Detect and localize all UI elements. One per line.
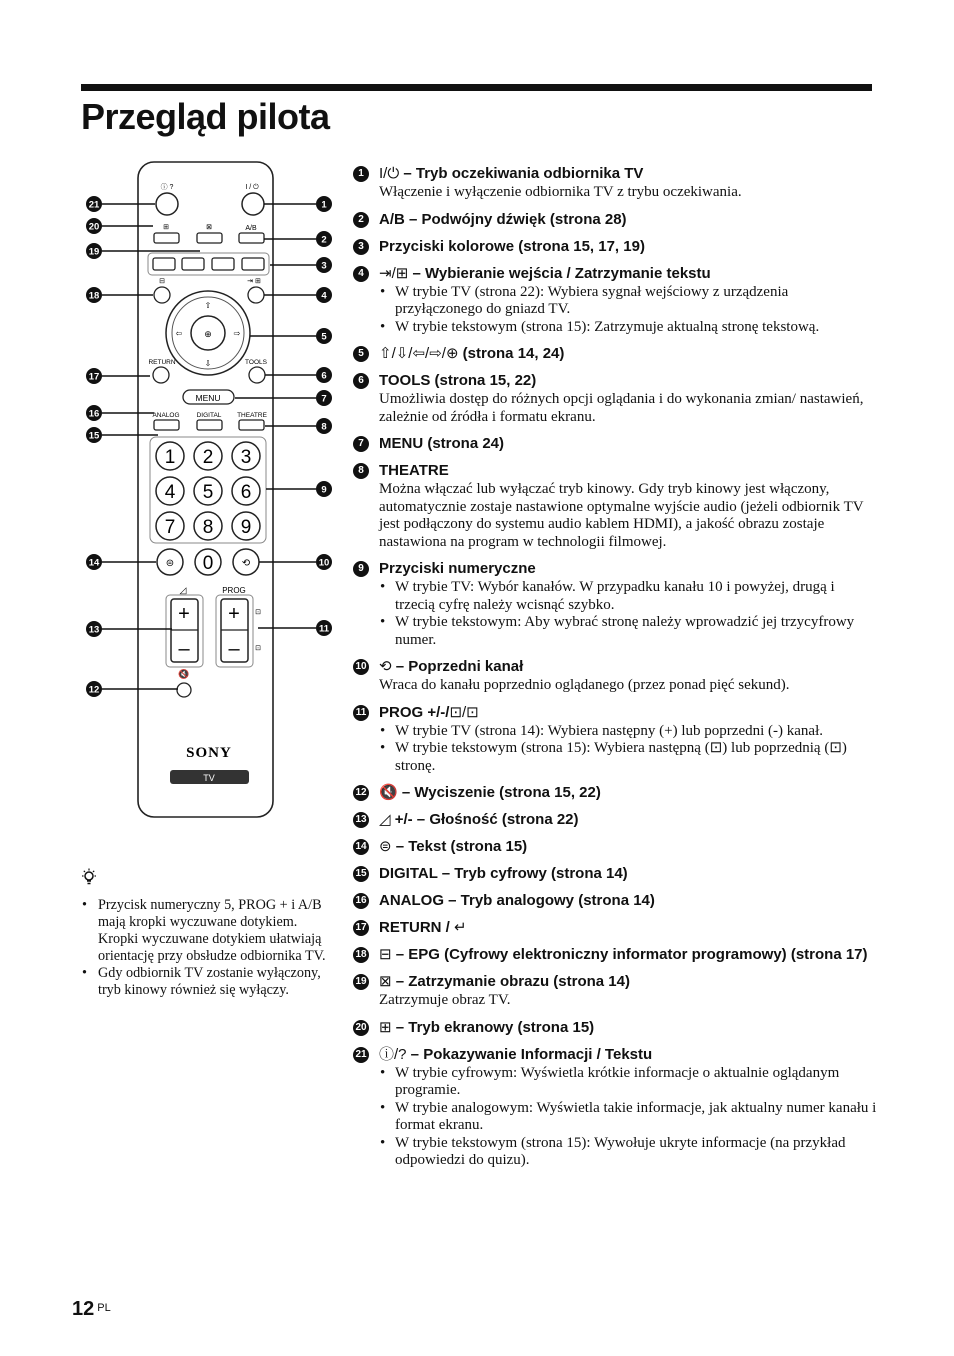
page-up-icon: ⊡ <box>255 609 261 616</box>
volume-minus: – <box>178 638 190 660</box>
tools-label: TOOLS <box>245 359 267 366</box>
item-number-badge: 21 <box>353 1047 369 1063</box>
info-button <box>156 193 178 215</box>
item-heading-text: RETURN / <box>379 919 454 936</box>
item-bullet: • W trybie TV (strona 22): Wybiera sygnał wejściowy z urządzenia przyłączonego do gniazd TV. <box>395 284 878 319</box>
analog-label: ANALOG <box>152 412 180 419</box>
item-19 <box>353 972 878 1010</box>
screen-mode-icon: ⊞ <box>163 224 169 231</box>
callout-5-label: 5 <box>321 331 327 343</box>
item-13 <box>353 810 878 829</box>
jump-icon: ⟲ <box>241 558 251 569</box>
freeze-icon: ⊠ <box>206 224 212 231</box>
item-heading <box>379 461 878 480</box>
item-heading <box>379 1018 878 1037</box>
right-arrow-icon: ⇨ <box>233 329 241 338</box>
menu-label: MENU <box>195 393 221 403</box>
item-number-badge: 19 <box>353 974 369 990</box>
item-description: Włączenie i wyłączenie odbiornika TV z trybu oczekiwania. <box>379 184 742 200</box>
remote-svg <box>0 0 360 830</box>
info-icon: ⓘ ? <box>160 184 174 191</box>
mute-button <box>177 683 191 697</box>
callout-10-label: 10 <box>318 557 330 569</box>
callout-21-label: 21 <box>88 199 100 211</box>
item-bullet: • W trybie tekstowym (strona 15): Zatrzymuje aktualną stronę tekstową. <box>395 319 878 337</box>
item-heading-text: – EPG (Cyfrowy elektroniczny informator programowy) (strona 17) <box>391 946 868 963</box>
item-number-badge: 13 <box>353 812 369 828</box>
up-arrow-icon: ⇧ <box>204 301 212 310</box>
item-heading <box>379 1045 878 1064</box>
page-down-icon: ⊡ <box>255 645 261 652</box>
item-description: Wraca do kanału poprzednio oglądanego (przez ponad pięć sekund). <box>379 677 790 693</box>
page-title: Przegląd pilota <box>81 96 330 137</box>
item-bullets <box>379 284 878 337</box>
button-symbol-icon: ◿ <box>379 811 391 828</box>
item-heading-text: +/- – Głośność (strona 22) <box>390 811 579 828</box>
item-9 <box>353 559 878 649</box>
item-number-badge: 12 <box>353 785 369 801</box>
callout-20-label: 20 <box>88 221 100 233</box>
callout-17-label: 17 <box>88 371 100 383</box>
ab-button <box>239 233 264 243</box>
power-button <box>242 193 264 215</box>
item-bullet: • W trybie tekstowym (strona 15): Wybiera następną (⊡) lub poprzednią (⊡) stronę. <box>395 740 878 775</box>
item-number-badge: 4 <box>353 266 369 282</box>
item-4 <box>353 264 878 337</box>
prog-label: PROG <box>222 586 246 595</box>
item-bullet: • W trybie analogowym: Wyświetla takie informacje, jak aktualny numer kanału i format ekranu. <box>395 1100 878 1135</box>
item-number-badge: 5 <box>353 346 369 362</box>
item-heading-text: THEATRE <box>379 462 449 479</box>
callout-7-label: 7 <box>321 393 327 405</box>
digit-1-label: 1 <box>164 447 176 468</box>
item-heading-text: A/B – Podwójny dźwięk (strona 28) <box>379 210 627 228</box>
mute-icon: 🔇 <box>178 669 190 679</box>
item-bullet: • W trybie TV (strona 14): Wybiera następny (+) lub poprzedni (-) kanał. <box>395 723 878 741</box>
green-button <box>182 258 204 270</box>
item-8 <box>353 461 878 551</box>
item-heading-text: MENU (strona 24) <box>379 435 505 452</box>
freeze-button <box>197 233 222 243</box>
item-heading-text: Przyciski numeryczne <box>379 560 536 577</box>
item-number-badge: 1 <box>353 166 369 182</box>
theatre-button <box>239 420 264 430</box>
callout-9-label: 9 <box>321 484 327 496</box>
item-heading-text: – Poprzedni kanał <box>391 658 524 675</box>
digit-2-label: 2 <box>202 447 214 468</box>
item-heading-text: Przyciski kolorowe (strona 15, 17, 19) <box>379 237 645 255</box>
power-label: I / ⏻ <box>245 184 259 191</box>
item-description: Można włączać lub wyłączać tryb kinowy. Gdy tryb kinowy jest włączony, automatycznie zostaje nastawione optymalne wyjście audio (jeżeli odbiornik TV jest podłączony do systemu audio kablem HDMI), a jakość obrazu zostaje nastawiona na program w technologii filmowej. <box>379 481 864 550</box>
item-3 <box>353 237 878 256</box>
item-heading-text: – Pokazywanie Informacji / Tekstu <box>406 1045 653 1063</box>
red-button <box>153 258 175 270</box>
digit-4-label: 4 <box>164 482 176 503</box>
item-heading <box>379 972 878 991</box>
item-heading <box>379 210 878 229</box>
item-1 <box>353 164 878 202</box>
item-heading-text: – Wybieranie wejścia / Zatrzymanie tekstu <box>408 264 711 282</box>
button-symbol-icon: I/⏻ <box>379 165 400 182</box>
tip-box <box>80 868 336 999</box>
item-number-badge: 6 <box>353 373 369 389</box>
callout-8-label: 8 <box>321 421 327 433</box>
item-12 <box>353 783 878 802</box>
callout-11-label: 11 <box>318 623 330 635</box>
button-symbol-icon: ↵ <box>454 919 467 936</box>
item-number-badge: 3 <box>353 239 369 255</box>
item-heading-text: PROG +/-/ <box>379 703 450 721</box>
return-label: RETURN <box>148 359 176 366</box>
item-20 <box>353 1018 878 1037</box>
item-heading <box>379 864 878 883</box>
input-button <box>248 287 264 303</box>
item-bullets <box>379 1065 878 1170</box>
item-10 <box>353 657 878 695</box>
callout-6-label: 6 <box>321 370 327 382</box>
item-18 <box>353 945 878 964</box>
tip-list <box>80 897 336 999</box>
callout-14-label: 14 <box>88 557 100 569</box>
button-symbol-icon: 🔇 <box>379 784 398 801</box>
item-2 <box>353 210 878 229</box>
item-number-badge: 17 <box>353 920 369 936</box>
analog-button <box>154 420 179 430</box>
item-heading <box>379 657 878 676</box>
numpad <box>156 442 260 540</box>
page-number-value: 12 <box>72 1298 95 1320</box>
digit-3-label: 3 <box>240 447 252 468</box>
callout-18-label: 18 <box>88 290 100 302</box>
item-description: Zatrzymuje obraz TV. <box>379 992 511 1008</box>
digit-0-label: 0 <box>202 553 214 574</box>
button-symbol-icon: ⊟ <box>379 946 392 963</box>
item-number-badge: 11 <box>353 705 369 721</box>
callout-12-label: 12 <box>88 684 100 696</box>
item-heading-text: DIGITAL – Tryb cyfrowy (strona 14) <box>379 865 628 882</box>
digit-6-label: 6 <box>240 482 252 503</box>
digit-5-label: 5 <box>202 482 214 503</box>
item-heading <box>379 837 878 856</box>
volume-plus: + <box>178 603 190 625</box>
ok-icon: ⊕ <box>204 329 212 339</box>
button-symbol-icon: ⇧/⇩/⇦/⇨/⊕ <box>379 345 459 362</box>
button-symbol-icon: ⊡/⊡ <box>449 703 479 721</box>
item-heading <box>379 703 878 722</box>
item-bullets <box>379 579 878 649</box>
remote-illustration <box>0 0 360 830</box>
item-heading <box>379 371 878 390</box>
text-icon: ⊜ <box>165 558 175 569</box>
item-heading <box>379 918 878 937</box>
item-17 <box>353 918 878 937</box>
callout-4-label: 4 <box>321 290 327 302</box>
item-bullet: • W trybie tekstowym: Aby wybrać stronę należy wprowadzić jej trzycyfrowy numer. <box>395 614 878 649</box>
epg-icon: ⊟ <box>159 278 165 285</box>
brand-logo: SONY <box>186 745 232 761</box>
item-heading-text: – Tekst (strona 15) <box>391 838 528 855</box>
item-heading <box>379 810 878 829</box>
item-11 <box>353 703 878 776</box>
item-heading-text: – Zatrzymanie obrazu (strona 14) <box>391 973 630 990</box>
input-icon: ⇥ ⊞ <box>247 278 261 285</box>
item-bullets <box>379 723 878 776</box>
item-heading-text: ANALOG – Tryb analogowy (strona 14) <box>379 892 655 909</box>
item-15 <box>353 864 878 883</box>
page-language: PL <box>97 1302 111 1314</box>
item-bullet: • W trybie cyfrowym: Wyświetla krótkie informacje o aktualnie oglądanym programie. <box>395 1065 878 1100</box>
theatre-label: THEATRE <box>237 412 267 419</box>
callout-1-label: 1 <box>321 199 327 211</box>
callout-16-label: 16 <box>88 408 100 420</box>
item-heading-text: (strona 14, 24) <box>458 345 565 362</box>
item-number-badge: 20 <box>353 1020 369 1036</box>
digital-label: DIGITAL <box>196 412 222 419</box>
button-symbol-icon: ⊠ <box>379 973 392 990</box>
left-arrow-icon: ⇦ <box>175 329 183 338</box>
callout-15-label: 15 <box>88 430 100 442</box>
digit-7-label: 7 <box>164 517 176 538</box>
item-number-badge: 9 <box>353 561 369 577</box>
callout-2-label: 2 <box>321 234 327 246</box>
digital-button <box>197 420 222 430</box>
prog-minus: – <box>228 638 240 660</box>
button-symbol-icon: ⇥/⊞ <box>379 264 409 282</box>
item-number-badge: 16 <box>353 893 369 909</box>
button-symbol-icon: ⟲ <box>379 658 392 675</box>
volume-icon: ◿ <box>179 585 187 595</box>
item-heading <box>379 264 878 283</box>
item-description: Umożliwia dostęp do różnych opcji oglądania i do wykonania zmian/ nastawień, zależnie od źródła i formatu ekranu. <box>379 391 864 425</box>
callout-3-label: 3 <box>321 260 327 272</box>
tip-item: • Przycisk numeryczny 5, PROG + i A/B mają kropki wyczuwane dotykiem. Kropki wyczuwane dotykiem ułatwiają orientację przy obsłudze odbiornika TV. <box>98 897 336 965</box>
button-symbol-icon: ⓘ/? <box>379 1045 407 1063</box>
prog-plus: + <box>228 603 240 625</box>
yellow-button <box>212 258 234 270</box>
item-5 <box>353 344 878 363</box>
item-heading-text: – Wyciszenie (strona 15, 22) <box>397 784 601 801</box>
item-6 <box>353 371 878 426</box>
epg-button <box>154 287 170 303</box>
item-heading <box>379 783 878 802</box>
item-heading-text: – Tryb ekranowy (strona 15) <box>391 1018 595 1036</box>
item-heading <box>379 891 878 910</box>
item-heading-text: – Tryb oczekiwania odbiornika TV <box>399 165 644 182</box>
blue-button <box>242 258 264 270</box>
item-number-badge: 2 <box>353 212 369 228</box>
lightbulb-icon <box>80 868 98 886</box>
return-button <box>153 367 169 383</box>
item-bullet: • W trybie tekstowym (strona 15): Wywołuje ukryte informacje (na przykład odpowiedzi do quizu). <box>395 1135 878 1170</box>
page-number <box>72 1298 111 1321</box>
item-7 <box>353 434 878 453</box>
digit-9-label: 9 <box>240 517 252 538</box>
item-number-badge: 8 <box>353 463 369 479</box>
item-heading <box>379 945 878 964</box>
item-number-badge: 7 <box>353 436 369 452</box>
down-arrow-icon: ⇩ <box>204 359 212 368</box>
item-number-badge: 14 <box>353 839 369 855</box>
item-14 <box>353 837 878 856</box>
item-heading <box>379 344 878 363</box>
item-number-badge: 10 <box>353 659 369 675</box>
tv-badge-label: TV <box>203 773 215 783</box>
item-heading-text: TOOLS (strona 15, 22) <box>379 372 537 389</box>
button-symbol-icon: ⊜ <box>379 838 392 855</box>
item-number-badge: 15 <box>353 866 369 882</box>
callout-19-label: 19 <box>88 246 100 258</box>
ab-label: A/B <box>245 225 257 232</box>
item-heading <box>379 164 878 183</box>
callout-13-label: 13 <box>88 624 100 636</box>
tip-item: • Gdy odbiornik TV zostanie wyłączony, tryb kinowy również się wyłączy. <box>98 965 336 999</box>
item-21 <box>353 1045 878 1170</box>
item-heading <box>379 237 878 256</box>
digit-8-label: 8 <box>202 517 214 538</box>
item-16 <box>353 891 878 910</box>
screen-mode-button <box>154 233 179 243</box>
item-number-badge: 18 <box>353 947 369 963</box>
item-bullet: • W trybie TV: Wybór kanałów. W przypadku kanału 10 i powyżej, drugą i trzecią cyfrę należy wcisnąć szybko. <box>395 579 878 614</box>
tools-button <box>249 367 265 383</box>
item-heading <box>379 559 878 578</box>
button-description-list <box>353 164 878 1178</box>
button-symbol-icon: ⊞ <box>379 1018 392 1036</box>
item-heading <box>379 434 878 453</box>
